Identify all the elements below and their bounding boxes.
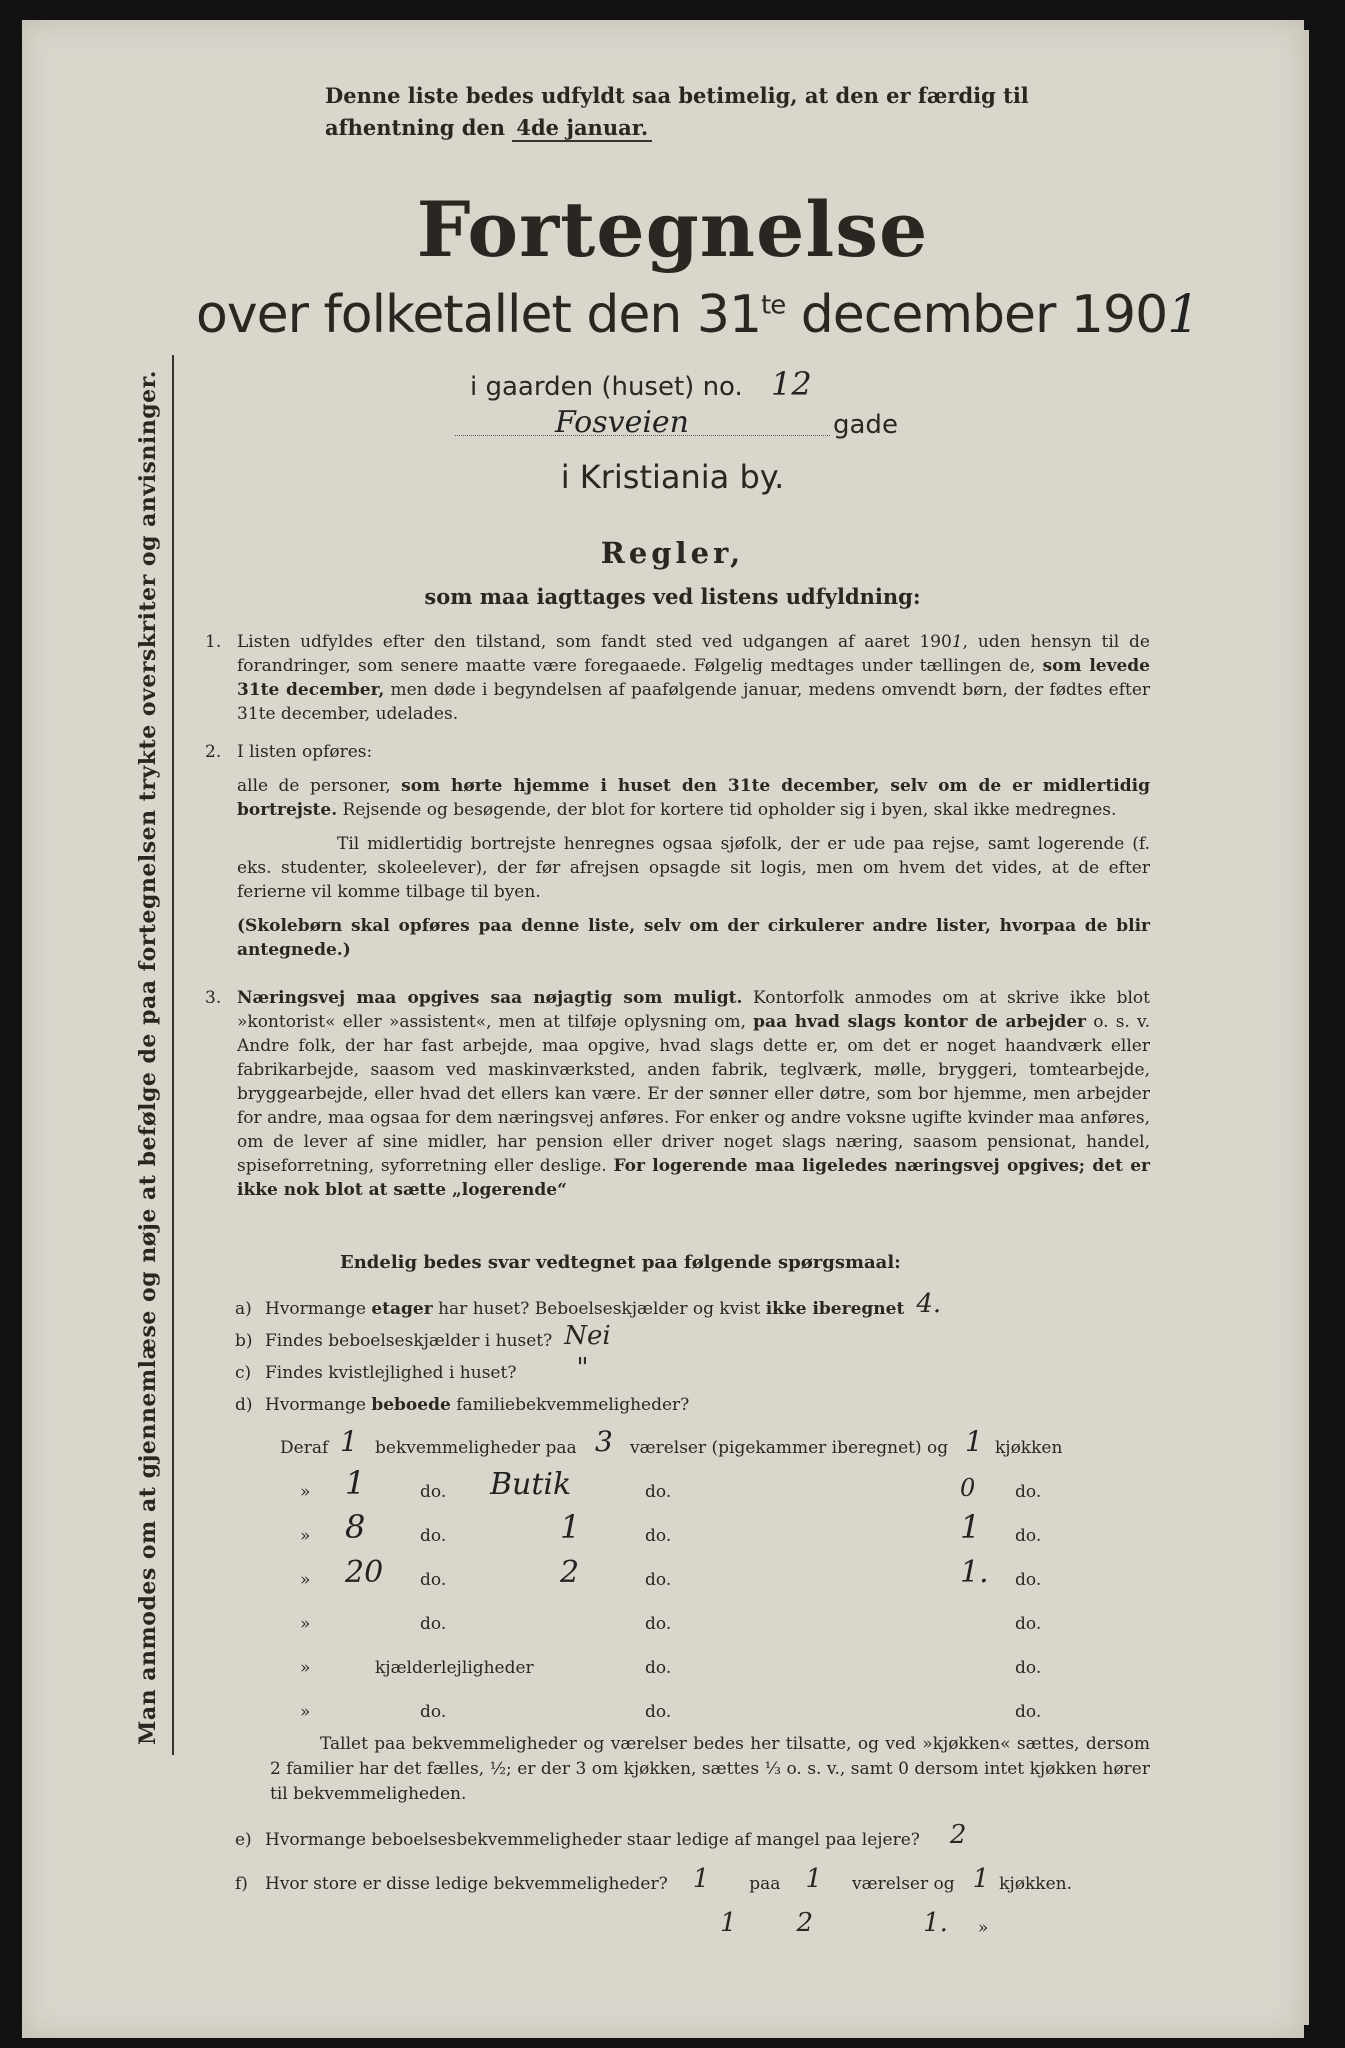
pickup-date: 4de januar. — [512, 115, 652, 142]
year-handwritten: 1 — [1167, 285, 1200, 345]
questions-heading: Endelig bedes svar vedtegnet paa følgende spørgsmaal: — [340, 1252, 901, 1273]
answer-c: " — [576, 1353, 589, 1383]
street-field — [455, 405, 830, 440]
page-title: Fortegnelse — [416, 185, 929, 274]
rooms-row-kjaelder: » kjælderlejligheder do. do. — [300, 1658, 1042, 1678]
questions-section — [235, 1252, 1135, 1415]
rules-list — [205, 630, 1150, 1216]
rules-heading: Regler, — [600, 536, 745, 570]
rooms-row-2: » 8 do. 1 do. 1 do. — [300, 1508, 1042, 1546]
answer-e: 2 — [949, 1820, 967, 1850]
answer-b: Nei — [564, 1321, 611, 1351]
margin-instruction: Man anmodes om at gjennemlæse og nøje at befølge de paa fortegnelsen trykte overskriter og anvisninger. — [135, 370, 161, 1745]
page-subtitle: over folketallet den $31^{te}$ december 1901 — [196, 285, 1200, 345]
rooms-header-row: Deraf 1 bekvemmeligheder paa 3 værelser (pigekammer iberegnet) og 1 kjøkken — [280, 1425, 1063, 1458]
notice-line-2: afhentning den 4de januar. — [325, 112, 1165, 144]
rule-2: 2. I listen opføres: alle de personer, som hørte hjemme i huset den 31te december, selv om de er midlertidig bortrejste. Rejsende og besøgende, der blot for kortere tid opholder sig i byen, skal ikke medregnes. Til midlertidig bortrejste henregnes ogsaa sjøfolk, der er ude paa rejse, samt logerende (f. eks. studenter, skoleelever), der før afrejsen opsagde sit logis, men om hvem det vides, at de efter ferierne vil komme tilbage til byen. (Skolebørn skal opføres paa denne liste, selv om der cirkulerer andre lister, hvorpaa de blir antegnede.) — [205, 742, 1150, 960]
house-number-field: i gaarden (huset) no. 12 — [470, 365, 812, 403]
question-d: d) Hvormange beboede familiebekvemmeligheder? — [235, 1395, 690, 1415]
rooms-row-6: » do. do. do. — [300, 1702, 1042, 1722]
questions-e-f — [235, 1818, 1135, 1938]
question-c: c) Findes kvistlejlighed i huset? " — [235, 1353, 589, 1383]
gade-label: gade — [833, 410, 898, 440]
question-f-row-2: 1 2 1. » — [720, 1908, 989, 1938]
question-f: f) Hvor store er disse ledige bekvemmeligheder? 1 paa 1 værelser og 1 kjøkken. — [235, 1864, 1072, 1894]
rule-1: 1. Listen udfyldes efter den tilstand, som fandt sted ved udgangen af aaret 1901, uden hensyn til de forandringer, som senere maatte være foregaaede. Følgelig medtages under tællingen de, som levede 31te december, men døde i begyndelsen af paafølgende januar, medens omvendt børn, der fødtes efter 31te december, udelades. — [205, 632, 1150, 724]
question-e: e) Hvormange beboelsesbekvemmeligheder staar ledige af mangel paa lejere? 2 — [235, 1820, 967, 1850]
rule1-year-handwritten: 1 — [951, 632, 963, 652]
rule-3: 3. Næringsvej maa opgives saa nøjagtig som muligt. Kontorfolk anmodes om at skrive ikke blot »kontorist« eller »assistent«, men at tilføje oplysning om, paa hvad slags kontor de arbejder o. s. v. Andre folk, der har fast arbejde, maa opgive, hvad slags dette er, om det er noget haandværk eller fabrikarbejde, saasom ved maskinværksted, anden fabrik, teglværk, mølle, bryggeri, tomtearbejde, bryggearbejde, eller hvad det ellers kan være. Er der sønner eller døtre, som bor hjemme, men arbejder for andre, maa ogsaa for dem næringsvej anføres. For enker og andre voksne ugifte kvinder maa anføres, om de lever af sine midler, har pension eller driver noget slags næring, saasom pensionat, handel, spiseforretning, syforretning eller deslige. For logerende maa ligeledes næringsvej opgives; det er ikke nok blot at sætte „logerende“ — [205, 988, 1151, 1200]
house-number-value: 12 — [771, 365, 812, 403]
city-label: i Kristiania by. — [560, 458, 785, 496]
kitchen-note: Tallet paa bekvemmeligheder og værelser bedes her tilsatte, og ved »kjøkken« sættes, dersom 2 familier har det fælles, ½; er der 3 om kjøkken, sættes ⅓ o. s. v., samt 0 dersom intet kjøkken hører til bekvemmeligheden. — [270, 1734, 1150, 1804]
margin-rule — [172, 355, 174, 1755]
rooms-table — [280, 1420, 1110, 1728]
rules-subheading: som maa iagttages ved listens udfyldning: — [424, 584, 921, 609]
pickup-notice — [325, 80, 1165, 144]
notice-line-1: Denne liste bedes udfyldt saa betimelig, at den er færdig til — [325, 83, 1029, 108]
question-a: a) Hvormange etager har huset? Beboelseskjælder og kvist ikke iberegnet 4. — [235, 1289, 942, 1319]
street-value: Fosveien — [555, 405, 690, 440]
rooms-row-3: » 20 do. 2 do. 1. do. — [300, 1555, 1042, 1590]
question-b: b) Findes beboelseskjælder i huset? Nei — [235, 1321, 611, 1351]
answer-a: 4. — [916, 1289, 942, 1319]
rooms-row-4: » do. do. do. — [300, 1614, 1042, 1634]
rooms-row-1: » 1 do. Butik do. 0 do. — [300, 1464, 1042, 1502]
